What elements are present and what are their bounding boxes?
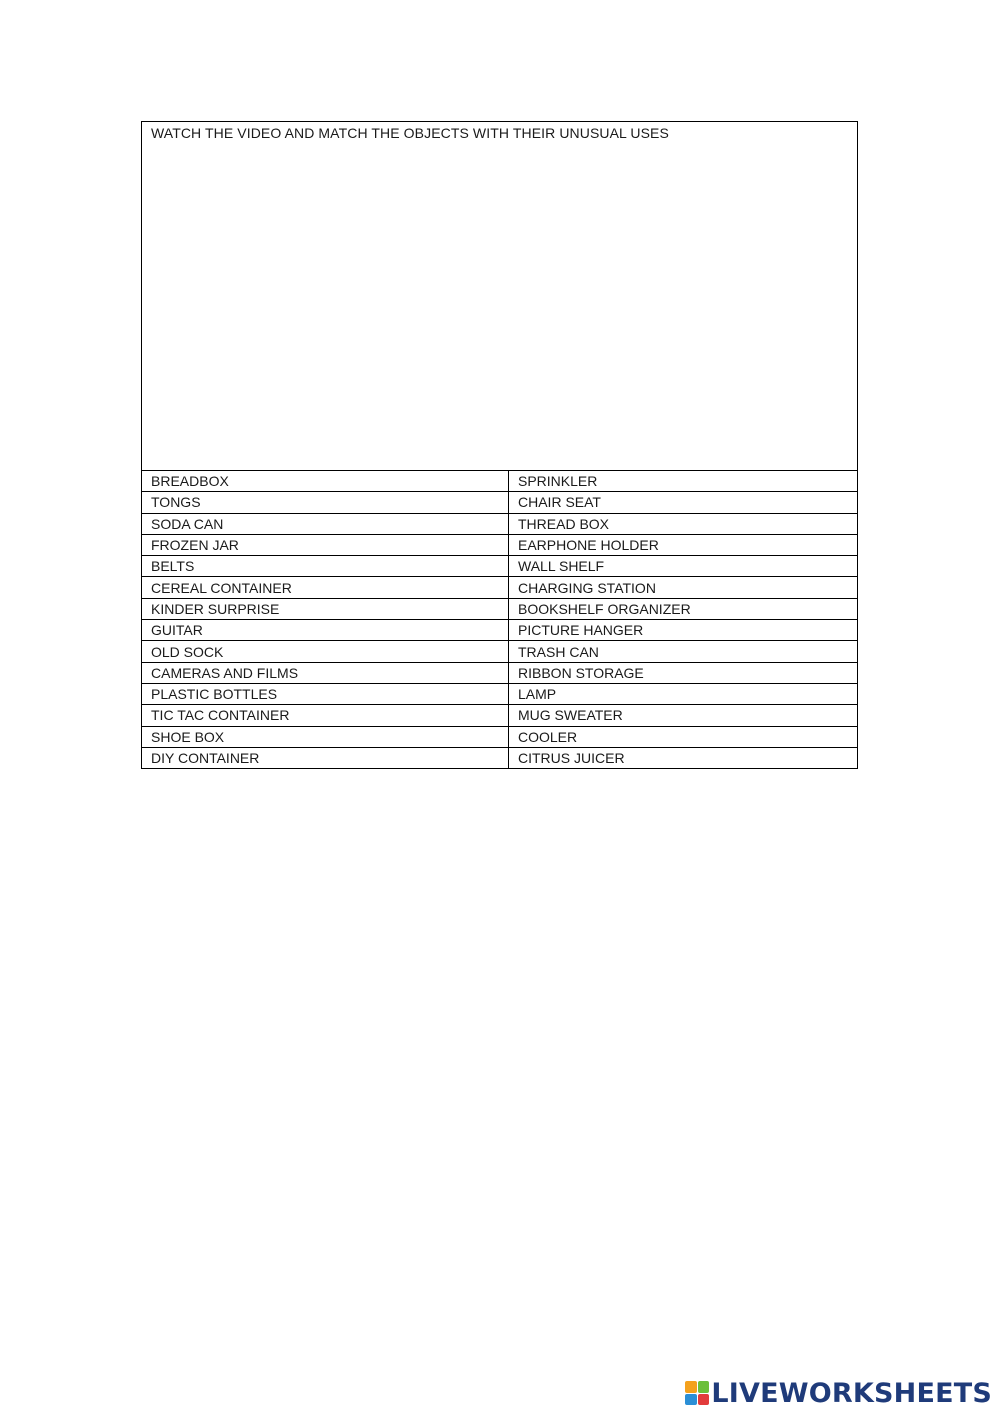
object-cell: SHOE BOX xyxy=(142,726,509,747)
use-cell: MUG SWEATER xyxy=(509,705,858,726)
object-cell: SODA CAN xyxy=(142,513,509,534)
table-row xyxy=(142,747,857,768)
object-cell: KINDER SURPRISE xyxy=(142,598,509,619)
matching-table xyxy=(142,471,857,768)
use-cell: RIBBON STORAGE xyxy=(509,662,858,683)
object-cell: OLD SOCK xyxy=(142,641,509,662)
liveworksheets-logo-icon xyxy=(685,1381,709,1405)
liveworksheets-brand xyxy=(685,1378,992,1408)
table-row xyxy=(142,620,857,641)
table-row xyxy=(142,598,857,619)
use-cell: COOLER xyxy=(509,726,858,747)
use-cell: WALL SHELF xyxy=(509,556,858,577)
use-cell: LAMP xyxy=(509,683,858,704)
object-cell: TONGS xyxy=(142,492,509,513)
logo-square xyxy=(685,1381,697,1393)
table-row xyxy=(142,705,857,726)
use-cell: TRASH CAN xyxy=(509,641,858,662)
object-cell: BELTS xyxy=(142,556,509,577)
use-cell: EARPHONE HOLDER xyxy=(509,534,858,555)
use-cell: SPRINKLER xyxy=(509,471,858,492)
logo-square xyxy=(685,1394,697,1406)
instruction-text: WATCH THE VIDEO AND MATCH THE OBJECTS WITH THEIR UNUSUAL USES xyxy=(142,122,857,471)
use-cell: PICTURE HANGER xyxy=(509,620,858,641)
table-row xyxy=(142,726,857,747)
object-cell: GUITAR xyxy=(142,620,509,641)
logo-square xyxy=(698,1394,710,1406)
object-cell: FROZEN JAR xyxy=(142,534,509,555)
table-row xyxy=(142,492,857,513)
brand-name: LIVEWORKSHEETS xyxy=(711,1377,992,1409)
table-row xyxy=(142,513,857,534)
object-cell: CEREAL CONTAINER xyxy=(142,577,509,598)
use-cell: BOOKSHELF ORGANIZER xyxy=(509,598,858,619)
object-cell: BREADBOX xyxy=(142,471,509,492)
object-cell: PLASTIC BOTTLES xyxy=(142,683,509,704)
use-cell: CITRUS JUICER xyxy=(518,750,625,766)
worksheet-table xyxy=(141,121,858,769)
table-row xyxy=(142,534,857,555)
table-row xyxy=(142,471,857,492)
use-cell: CHAIR SEAT xyxy=(509,492,858,513)
object-cell: CAMERAS AND FILMS xyxy=(142,662,509,683)
table-row xyxy=(142,577,857,598)
table-row xyxy=(142,662,857,683)
table-row xyxy=(142,683,857,704)
use-cell: THREAD BOX xyxy=(509,513,858,534)
logo-square xyxy=(698,1381,710,1393)
table-row xyxy=(142,641,857,662)
object-cell: TIC TAC CONTAINER xyxy=(142,705,509,726)
use-cell: CHARGING STATION xyxy=(509,577,858,598)
object-cell: DIY CONTAINER xyxy=(142,747,509,768)
table-row xyxy=(142,556,857,577)
